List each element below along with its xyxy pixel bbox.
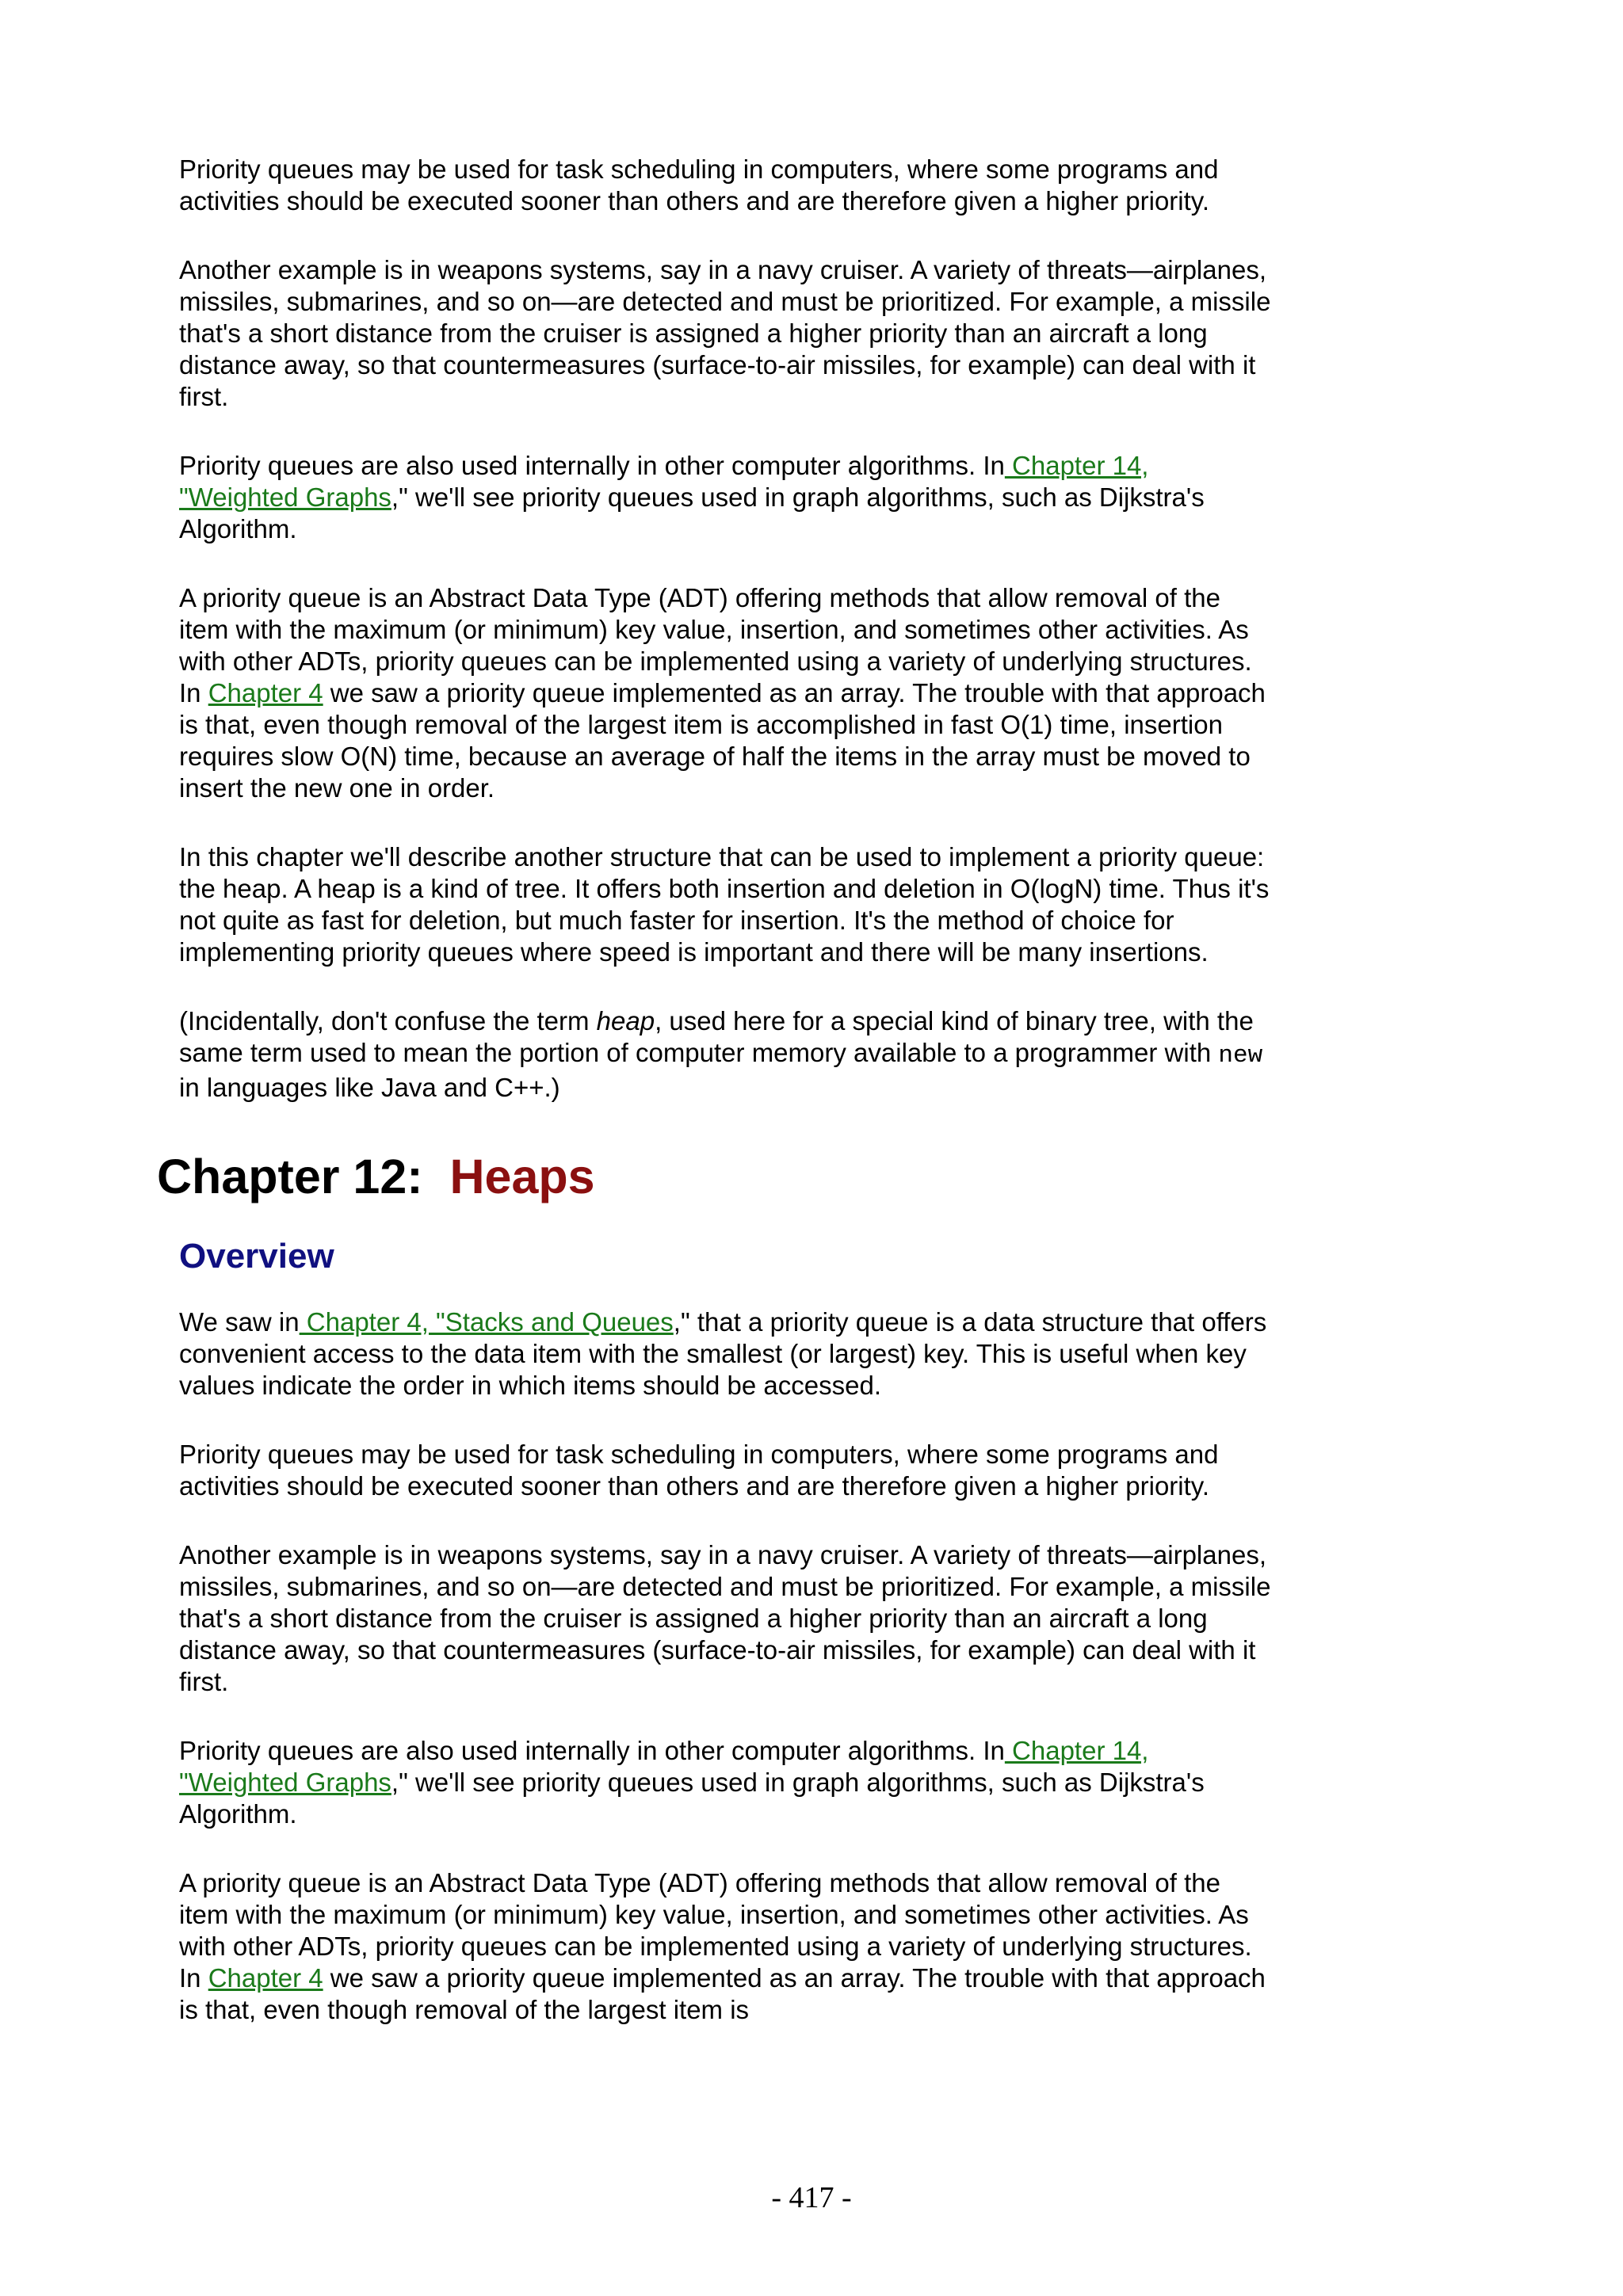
paragraph-text: in languages like Java and C++.) — [179, 1073, 560, 1102]
paragraph-text: (Incidentally, don't confuse the term — [179, 1006, 597, 1035]
chapter-heading — [157, 1148, 1251, 1205]
paragraph-text: A priority queue is an Abstract Data Type (ADT) offering methods that allow removal of the item with the maximum (or minimum) key value, insertion, and sometimes other activities. As with other ADTs, priority queues can be implemented using a variety of underlying structures. In — [179, 1868, 1252, 1993]
chapter-number: Chapter 12: — [157, 1150, 423, 1203]
paragraph-overview-intro — [179, 1306, 1273, 1402]
paragraph-internal-algorithms-2 — [179, 1735, 1273, 1830]
paragraph-text: ," that a priority queue is a data structure that offers convenient access to the data item with the smallest (or largest) key. This is useful when key values indicate the order in which items should be accessed. — [179, 1307, 1267, 1400]
paragraph-text: A priority queue is an Abstract Data Type (ADT) offering methods that allow removal of the item with the maximum (or minimum) key value, insertion, and sometimes other activities. As with other ADTs, priority queues can be implemented using a variety of underlying structures. In — [179, 583, 1252, 707]
paragraph-text: We saw in — [179, 1307, 300, 1337]
paragraph-text: In this chapter we'll describe another structure that can be used to implement a priority queue: the heap. A heap is a kind of tree. It offers both insertion and deletion in O(logN) time. Thus it's not quite as fast for deletion, but much faster for insertion. It's the method of choice for implementing priority queues where speed is important and there will be many insertions. — [179, 842, 1270, 967]
page-number: - 417 - — [771, 2181, 852, 2214]
paragraph-weapons-systems-2 — [179, 1539, 1273, 1698]
paragraph-internal-algorithms — [179, 450, 1273, 545]
paragraph-adt-2 — [179, 1867, 1273, 2026]
paragraph-text: we saw a priority queue implemented as an array. The trouble with that approach is that, even though removal of the largest item is accomplished in fast O(1) time, insertion requires slow O(N) time, because an average of half the items in the array must be moved to insert the new one in order. — [179, 678, 1266, 803]
paragraph-text: Another example is in weapons systems, say in a navy cruiser. A variety of threats—airplanes, missiles, submarines, and so on—are detected and must be prioritized. For example, a missile that's a short distance from the cruiser is assigned a higher priority than an aircraft a long distance away, so that countermeasures (surface-to-air missiles, for example) can deal with it first. — [179, 255, 1271, 411]
link-chapter-4[interactable]: Chapter 4 — [208, 678, 323, 707]
paragraph-text: Priority queues may be used for task scheduling in computers, where some programs and activities should be executed sooner than others and are therefore given a higher priority. — [179, 154, 1219, 215]
link-chapter-14-weighted-graphs[interactable]: Chapter 14, "Weighted Graphs — [179, 451, 1149, 512]
paragraph-text: we saw a priority queue implemented as an array. The trouble with that approach is that, even though removal of the largest item is — [179, 1963, 1266, 2024]
code-keyword-new: new — [1218, 1042, 1263, 1070]
link-chapter-14-weighted-graphs-2[interactable]: Chapter 14, "Weighted Graphs — [179, 1736, 1149, 1797]
link-chapter-4-stacks-and-queues[interactable]: Chapter 4, "Stacks and Queues — [299, 1307, 674, 1337]
paragraph-text: Priority queues are also used internally in other computer algorithms. In — [179, 451, 1005, 480]
paragraph-text: ," we'll see priority queues used in graph algorithms, such as Dijkstra's Algorithm. — [179, 482, 1205, 543]
chapter-title: Heaps — [449, 1150, 595, 1203]
paragraph-incidentally — [179, 1005, 1273, 1104]
paragraph-weapons-systems — [179, 254, 1273, 413]
paragraph-task-scheduling — [179, 154, 1273, 217]
page-content — [157, 154, 1273, 2063]
paragraph-text: Another example is in weapons systems, say in a navy cruiser. A variety of threats—airplanes, missiles, submarines, and so on—are detected and must be prioritized. For example, a missile that's a short distance from the cruiser is assigned a higher priority than an aircraft a long distance away, so that countermeasures (surface-to-air missiles, for example) can deal with it first. — [179, 1540, 1271, 1696]
link-chapter-4-2[interactable]: Chapter 4 — [208, 1963, 323, 1993]
paragraph-text: Priority queues are also used internally in other computer algorithms. In — [179, 1736, 1005, 1765]
paragraph-text: Priority queues may be used for task scheduling in computers, where some programs and activities should be executed sooner than others and are therefore given a higher priority. — [179, 1440, 1219, 1501]
paragraph-text: , used here for a special kind of binary tree, with the same term used to mean the portion of computer memory available to a programmer with — [179, 1006, 1254, 1067]
paragraph-text: ," we'll see priority queues used in graph algorithms, such as Dijkstra's Algorithm. — [179, 1768, 1205, 1829]
paragraph-task-scheduling-2 — [179, 1439, 1273, 1502]
section-heading-overview: Overview — [179, 1237, 334, 1276]
paragraph-heap-structure — [179, 841, 1273, 968]
paragraph-adt — [179, 582, 1273, 804]
italic-term-heap: heap — [596, 1006, 655, 1035]
